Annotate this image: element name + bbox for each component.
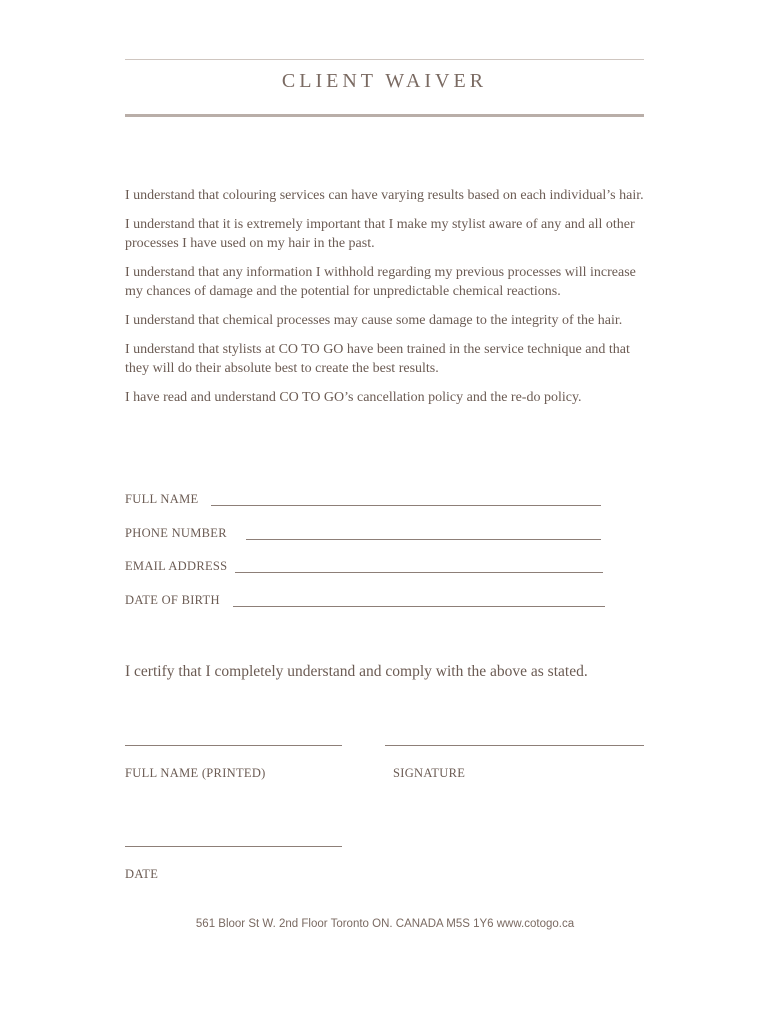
printed-name-label: FULL NAME (PRINTED) <box>125 766 266 780</box>
date-line[interactable] <box>125 846 342 847</box>
statement-chemical-damage: I understand that chemical processes may cause some damage to the integrity of the hair. <box>125 313 623 328</box>
statement-prior-processes: I understand that it is extremely important that I make my stylist aware of any and all other processes I have used on my hair in the past. <box>125 217 635 251</box>
signature-label: SIGNATURE <box>393 766 466 780</box>
certification-statement: I certify that I completely understand and comply with the above as stated. <box>125 663 588 680</box>
email-address-field[interactable] <box>125 559 227 574</box>
full-name-label: FULL NAME <box>125 492 199 506</box>
date-of-birth-field[interactable] <box>125 593 220 608</box>
phone-number-line[interactable] <box>246 539 601 540</box>
full-name-field[interactable] <box>125 492 198 507</box>
printed-name-line[interactable] <box>125 745 342 746</box>
phone-number-field[interactable] <box>125 526 227 541</box>
statement-cancellation-policy: I have read and understand CO TO GO’s cancellation policy and the re-do policy. <box>125 390 582 405</box>
full-name-line[interactable] <box>211 505 601 506</box>
statement-stylist-training: I understand that stylists at CO TO GO have been trained in the service technique and that they will do their absolute best to create the best results. <box>125 342 630 376</box>
footer-address: 561 Bloor St W. 2nd Floor Toronto ON. CANADA M5S 1Y6 www.cotogo.ca <box>195 918 575 930</box>
document-title: CLIENT WAIVER <box>281 70 488 92</box>
header-top-rule <box>125 59 644 60</box>
date-of-birth-label: DATE OF BIRTH <box>125 593 220 607</box>
email-address-label: EMAIL ADDRESS <box>125 559 228 573</box>
waiver-statements <box>125 186 645 417</box>
header-bottom-rule <box>125 114 644 117</box>
phone-number-label: PHONE NUMBER <box>125 526 227 540</box>
date-label: DATE <box>125 867 159 881</box>
email-address-line[interactable] <box>235 572 603 573</box>
date-of-birth-line[interactable] <box>233 606 605 607</box>
signature-line[interactable] <box>385 745 644 746</box>
statement-colouring-results: I understand that colouring services can have varying results based on each individual’s hair. <box>125 188 644 203</box>
statement-withheld-information: I understand that any information I withhold regarding my previous processes will increase my chances of damage and the potential for unpredictable chemical reactions. <box>125 265 636 299</box>
